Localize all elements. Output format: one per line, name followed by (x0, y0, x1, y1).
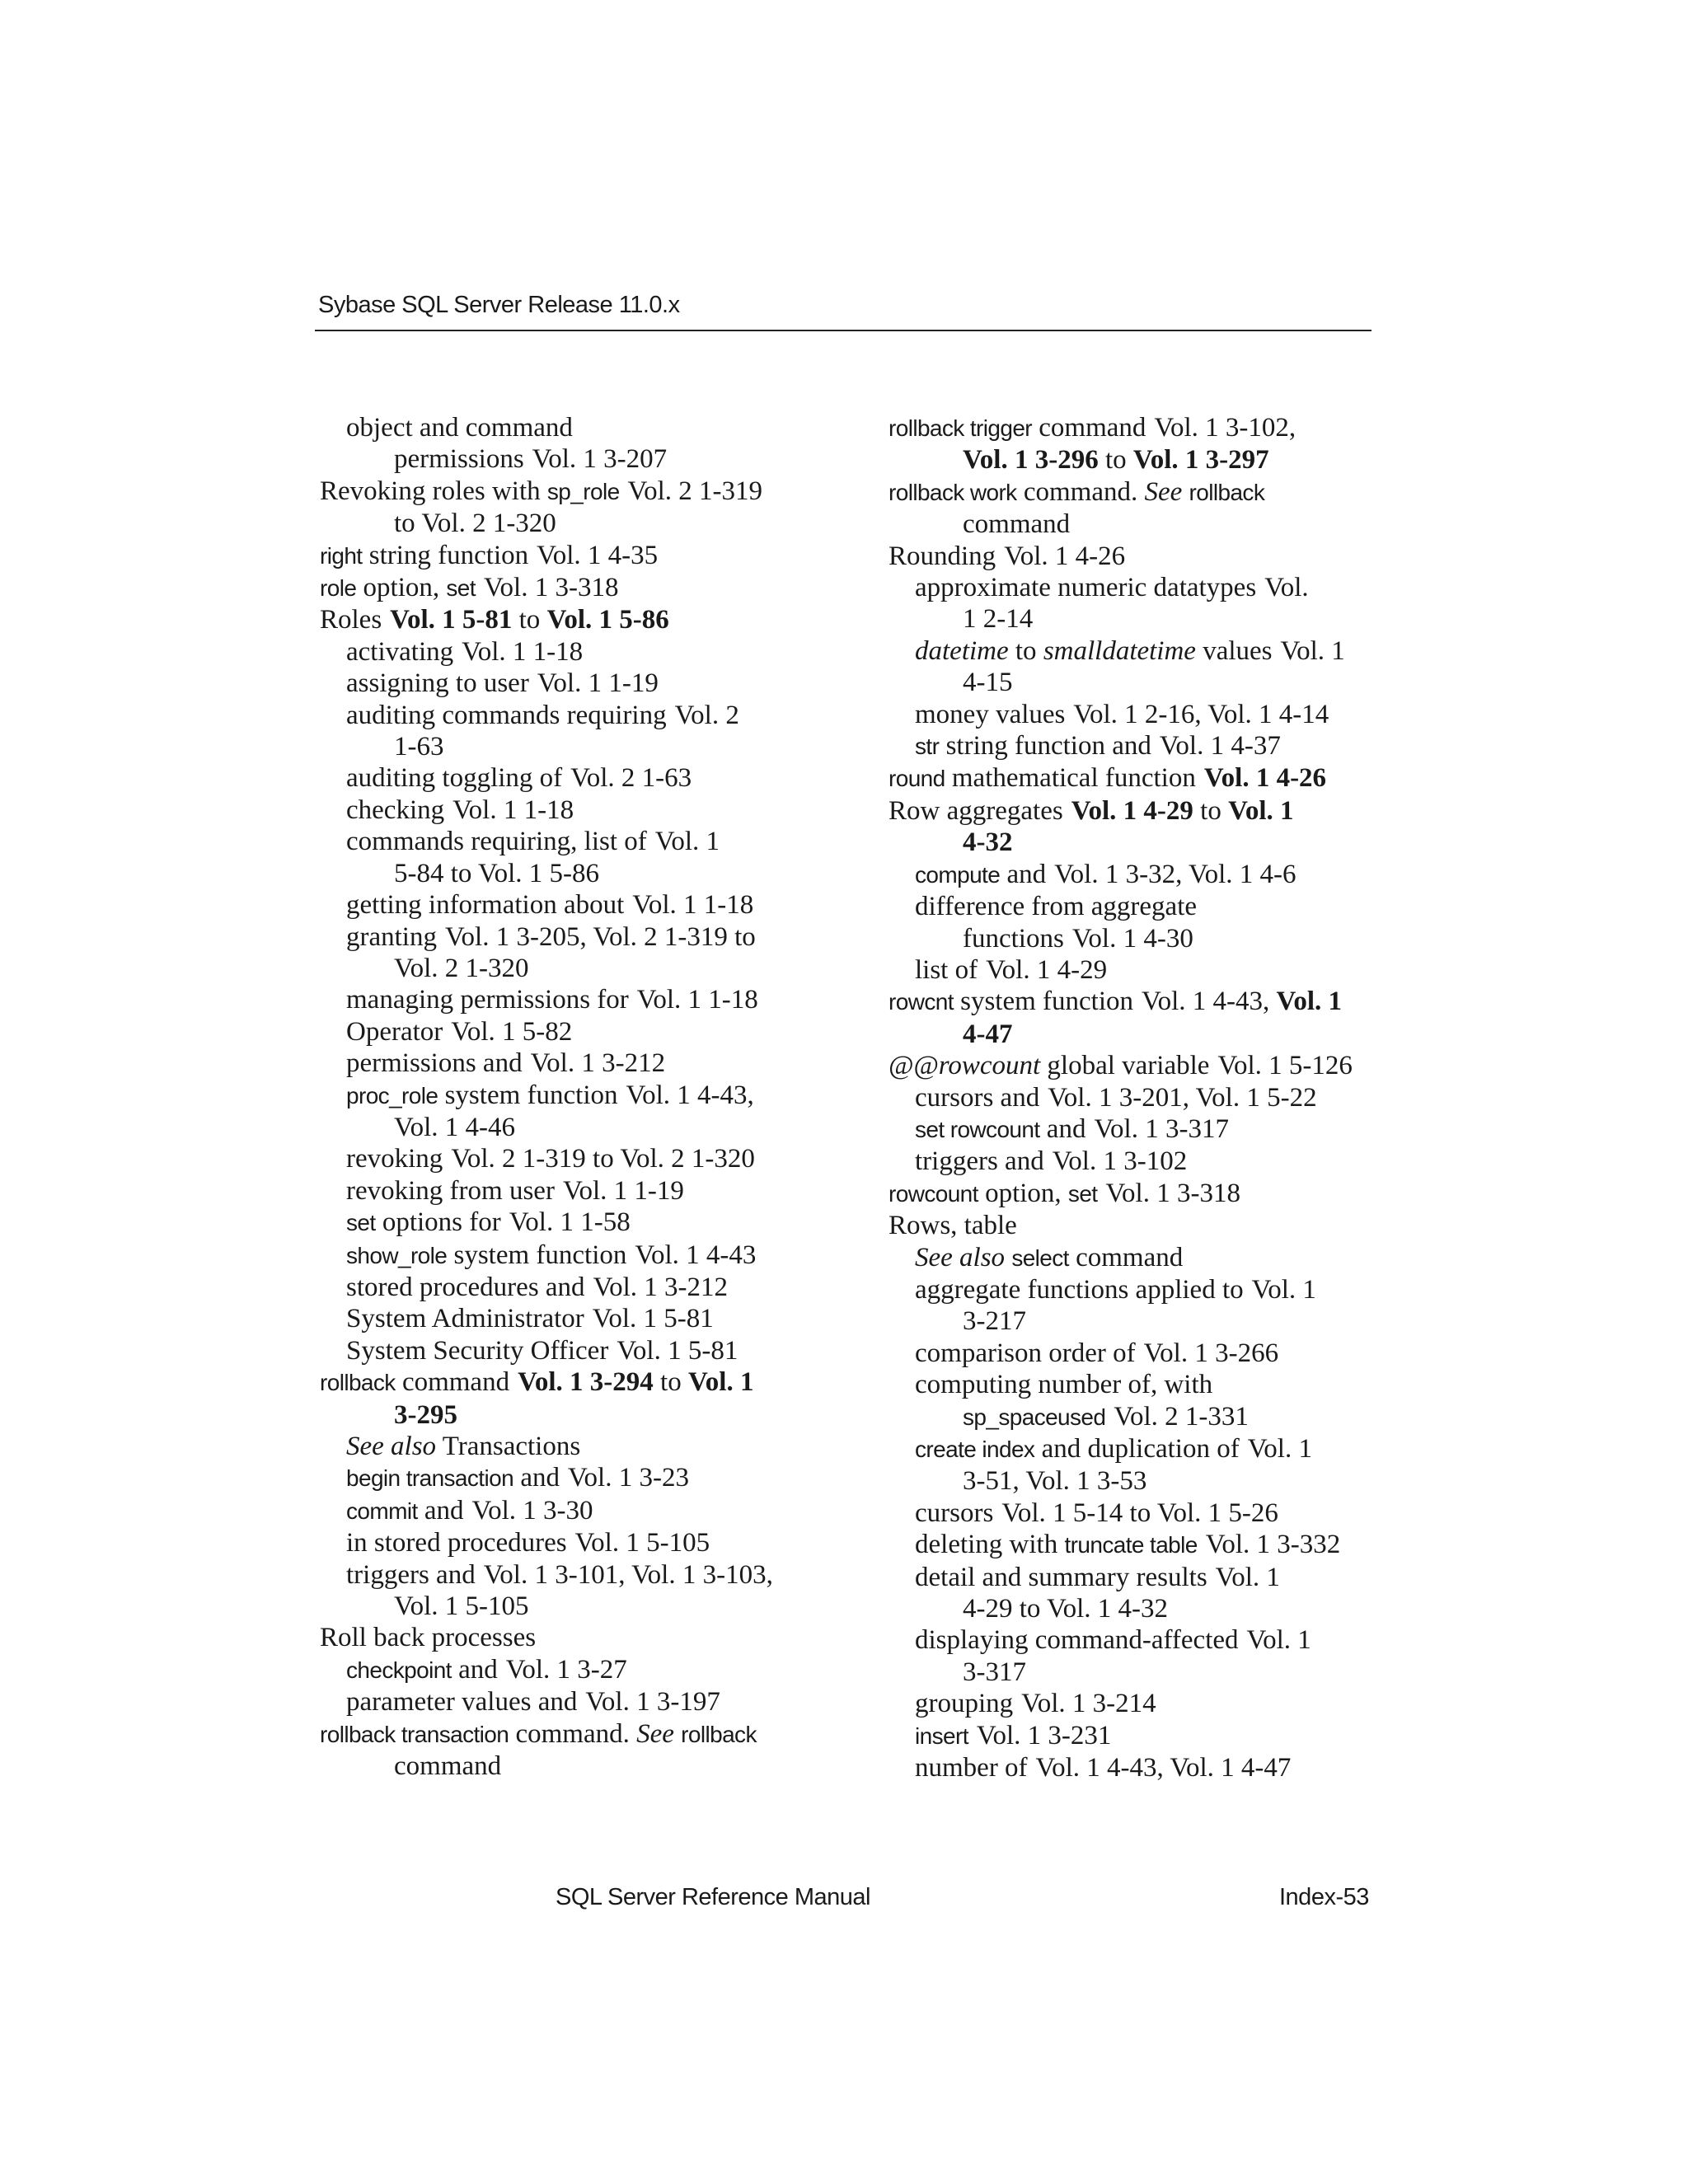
index-text: 3-317 (963, 1657, 1026, 1687)
index-line (889, 795, 1400, 827)
index-text: in stored procedures (346, 1528, 567, 1558)
index-text: Vol. 1 (1215, 1562, 1280, 1592)
index-text: Vol. 1 3-207 (532, 444, 668, 475)
index-text: deleting with (915, 1530, 1065, 1560)
index-line (320, 1622, 831, 1653)
index-text: Vol. 2 1-319 to Vol. 2 1-320 (451, 1144, 755, 1174)
index-line (889, 827, 1400, 858)
index-line (889, 1433, 1400, 1465)
index-text: set (346, 1210, 376, 1236)
index-text: Vol. 1 4-35 (537, 540, 659, 570)
index-text: sp_role (546, 478, 620, 504)
index-text: Vol. 1 4-29 (986, 954, 1108, 985)
footer-manual-title: SQL Server Reference Manual (556, 1884, 870, 1910)
index-text: Vol. 1 5-126 (1217, 1051, 1353, 1081)
index-line (889, 1019, 1400, 1050)
index-text: 3-217 (963, 1306, 1026, 1337)
index-line (889, 1529, 1400, 1561)
index-text: Vol. 1 3-197 (585, 1687, 720, 1718)
index-line (889, 1624, 1400, 1656)
index-text: command. (509, 1718, 637, 1749)
index-text: to (1008, 635, 1043, 666)
index-line (320, 826, 831, 857)
index-text: select (1011, 1244, 1069, 1271)
index-text: Vol. 1 3-101, Vol. 1 3-103, (483, 1559, 773, 1590)
index-text: command (395, 1367, 510, 1398)
index-line (889, 1082, 1400, 1113)
index-text: checkpoint (346, 1657, 452, 1683)
index-line (320, 1016, 831, 1047)
index-text: smalldatetime (1043, 635, 1196, 666)
index-line (320, 668, 831, 699)
index-text: Vol. 1 3-294 (518, 1367, 654, 1398)
index-text: create index (915, 1436, 1035, 1462)
index-text: truncate table (1064, 1532, 1198, 1558)
index-text: Rounding (889, 541, 996, 571)
index-text: comparison order of (915, 1338, 1136, 1368)
index-text: Vol. 1 1-18 (452, 794, 574, 825)
index-text: Vol. 1 3-318 (1105, 1178, 1240, 1208)
index-text: command (394, 1751, 502, 1782)
index-text: Vol. 1 4-46 (394, 1112, 515, 1142)
index-line (320, 1175, 831, 1207)
index-line (889, 1593, 1400, 1624)
index-text: command (1032, 413, 1146, 443)
index-line (320, 1207, 831, 1239)
index-text: Vol. (1264, 573, 1309, 603)
index-line (320, 572, 831, 604)
index-text: set (446, 575, 476, 602)
index-text: Roles (320, 605, 382, 635)
index-text: option, (356, 573, 447, 603)
index-text: system function (953, 987, 1134, 1017)
index-text: Vol. 1 1-19 (562, 1175, 684, 1206)
index-line (889, 509, 1400, 540)
index-line (889, 923, 1400, 954)
index-text: Row aggregates (889, 795, 1063, 826)
index-text: rollback work (889, 479, 1017, 505)
index-text: and (417, 1495, 464, 1526)
index-text: rollback (320, 1370, 396, 1396)
index-text: rollback (1189, 479, 1265, 505)
index-text: See also (915, 1242, 1006, 1272)
index-text: Vol. 1 4-26 (1004, 541, 1126, 571)
index-text: displaying command-affected (915, 1625, 1239, 1656)
index-text: sp_spaceused (963, 1404, 1106, 1430)
index-text: show_role (346, 1242, 448, 1268)
index-text: Vol. 1 (1280, 635, 1345, 666)
index-text: Vol. 1 5-86 (546, 605, 669, 635)
index-line (320, 984, 831, 1015)
index-text: to (512, 605, 547, 635)
index-text: string function (362, 540, 529, 570)
index-text: Vol. 1 5-105 (574, 1528, 710, 1558)
index-text: Vol. 2 (674, 700, 739, 730)
index-text: parameter values and (346, 1687, 578, 1718)
index-line (320, 1240, 831, 1272)
index-text: Vol. 1 4-43, (626, 1080, 754, 1110)
index-line (320, 1303, 831, 1334)
index-text: command (1068, 1242, 1184, 1272)
index-line (889, 891, 1400, 922)
index-text: command. (1016, 476, 1145, 507)
index-text: grouping (915, 1689, 1014, 1719)
index-text: Revoking roles with (320, 476, 547, 506)
index-text: to (653, 1367, 688, 1398)
index-line (889, 1338, 1400, 1369)
index-line (320, 1112, 831, 1143)
index-text: and (451, 1654, 498, 1685)
index-text: Vol. 1 1-18 (636, 985, 758, 1015)
index-text: proc_role (346, 1082, 438, 1108)
index-text (674, 1719, 681, 1749)
index-text: System Administrator (346, 1304, 584, 1334)
index-text: System Security Officer (346, 1335, 609, 1366)
index-text: Vol. 2 1-320 (394, 953, 529, 983)
index-text: Vol. 1 5-14 to Vol. 1 5-26 (1001, 1497, 1278, 1528)
index-line (320, 1272, 831, 1303)
index-line (320, 604, 831, 635)
index-text: Vol. 2 1-319 (627, 476, 763, 506)
header-rule (315, 330, 1372, 331)
index-text: string function and (939, 731, 1151, 762)
index-text: Vol. 1 3-332 (1205, 1530, 1341, 1560)
index-line (889, 1720, 1400, 1752)
index-text: granting (346, 921, 437, 952)
index-text: Vol. 1 3-205, Vol. 2 1-319 to (444, 921, 756, 952)
index-line (320, 794, 831, 826)
index-line (320, 731, 831, 762)
index-line (320, 443, 831, 475)
index-line (320, 921, 831, 953)
index-text: Vol. 1 4-37 (1159, 731, 1281, 762)
index-text: Vol. 1 (654, 827, 720, 857)
index-text: insert (915, 1722, 968, 1749)
index-text: 4-32 (963, 827, 1013, 858)
index-line (889, 1369, 1400, 1400)
index-column-left (320, 412, 831, 1782)
index-line (889, 1178, 1400, 1210)
index-text: revoking (346, 1144, 443, 1174)
index-text: Vol. 1 (1247, 1434, 1312, 1464)
index-line (889, 859, 1400, 891)
index-text: 3-295 (394, 1399, 457, 1430)
index-line (320, 858, 831, 889)
index-line (889, 1146, 1400, 1177)
index-text: 1 2-14 (963, 604, 1034, 635)
index-line (320, 1654, 831, 1686)
index-line (320, 953, 831, 984)
index-text: Vol. 1 (687, 1367, 754, 1398)
index-text: and duplication of (1034, 1434, 1240, 1464)
index-line (889, 412, 1400, 444)
index-text: Vol. 1 5-81 (592, 1304, 714, 1334)
index-line (889, 986, 1400, 1018)
index-text: Vol. 1 3-201, Vol. 1 5-22 (1048, 1082, 1317, 1113)
index-text (1182, 477, 1189, 507)
index-line (320, 1591, 831, 1622)
index-text: Vol. 1 3-296 (963, 445, 1099, 476)
index-text: Vol. 1 4-30 (1071, 923, 1193, 954)
index-line (320, 1399, 831, 1431)
index-line (889, 1688, 1400, 1719)
index-text: Vol. 1 4-29 (1071, 795, 1193, 826)
index-line (320, 1750, 831, 1782)
index-text: computing number of, with (915, 1370, 1213, 1400)
index-text: 5-84 to Vol. 1 5-86 (394, 858, 600, 888)
index-text: Vol. 1 3-317 (1094, 1113, 1229, 1144)
index-text: rollback (681, 1721, 757, 1747)
index-text: Vol. 1 4-43, Vol. 1 4-47 (1035, 1753, 1292, 1783)
index-text: Vol. 1 3-212 (593, 1272, 729, 1302)
index-text: See (636, 1718, 674, 1749)
index-line (320, 700, 831, 731)
index-line (320, 1527, 831, 1558)
index-line (889, 1305, 1400, 1337)
index-line (889, 1050, 1400, 1081)
index-text: Vol. 1 3-266 (1143, 1338, 1279, 1368)
index-text: Vol. 1 3-212 (530, 1048, 666, 1079)
index-text: Vol. 1 3-318 (483, 573, 619, 603)
index-text: 4-15 (963, 668, 1013, 698)
index-line (320, 1047, 831, 1079)
index-text: checking (346, 794, 445, 825)
index-line (889, 1242, 1400, 1274)
index-text: to (1193, 795, 1229, 826)
index-text: rollback transaction (320, 1721, 509, 1747)
index-text: Vol. 1 3-102 (1052, 1146, 1188, 1177)
index-text: triggers and (346, 1559, 476, 1590)
index-text: number of (915, 1753, 1028, 1783)
index-text: permissions and (346, 1048, 523, 1079)
index-line (320, 1080, 831, 1112)
index-text: Vol. 1 (1228, 795, 1294, 826)
index-text: @@rowcount (889, 1051, 1041, 1081)
index-text: Vol. 1 3-27 (505, 1654, 627, 1685)
index-text: compute (915, 861, 1001, 888)
index-text: Vol. 1 3-231 (976, 1720, 1112, 1750)
index-line (889, 1752, 1400, 1783)
index-line (889, 1657, 1400, 1688)
index-text: set rowcount (915, 1116, 1040, 1142)
index-line (320, 1335, 831, 1366)
index-text: 4-29 to Vol. 1 4-32 (963, 1594, 1169, 1624)
index-text: See also (346, 1432, 437, 1461)
index-line (320, 889, 831, 921)
index-line (320, 1559, 831, 1591)
index-text: system function (447, 1240, 627, 1270)
index-text: Vol. 1 1-19 (537, 668, 659, 699)
index-text: revoking from user (346, 1175, 555, 1206)
index-text: 3-51, Vol. 1 3-53 (963, 1466, 1147, 1497)
index-text: aggregate functions applied to (915, 1274, 1244, 1305)
index-text: options for (375, 1207, 501, 1238)
index-text: commit (346, 1497, 418, 1524)
index-text: Roll back processes (320, 1623, 537, 1653)
index-line (889, 1465, 1400, 1497)
index-line (889, 476, 1400, 509)
index-text: Vol. 1 5-82 (451, 1016, 573, 1047)
index-line (320, 540, 831, 572)
index-line (320, 1462, 831, 1494)
index-text: Vol. 1 5-105 (394, 1591, 529, 1622)
index-text: str (915, 733, 940, 760)
index-line (320, 1686, 831, 1718)
footer-page-number: Index-53 (1279, 1884, 1369, 1910)
index-text: and (1039, 1113, 1086, 1144)
index-line (889, 667, 1400, 698)
index-text: Vol. 1 (1276, 987, 1343, 1017)
index-line (320, 476, 831, 508)
index-text: Vol. 1 3-214 (1021, 1689, 1156, 1719)
index-text: rollback trigger (889, 415, 1033, 441)
index-text: right (320, 542, 363, 569)
index-text: getting information about (346, 890, 625, 921)
index-text: managing permissions for (346, 985, 629, 1015)
index-text: and (513, 1463, 560, 1493)
index-text: Vol. 1 4-43, (1142, 987, 1277, 1017)
index-text: functions (963, 923, 1064, 954)
index-line (320, 1143, 831, 1174)
index-line (889, 699, 1400, 730)
index-text: stored procedures and (346, 1272, 585, 1302)
index-text: money values (915, 699, 1066, 729)
index-text: Vol. 1 2-16, Vol. 1 4-14 (1073, 699, 1329, 729)
index-text: Vol. 1 1-18 (632, 890, 754, 921)
index-line (889, 762, 1400, 794)
index-text: Operator (346, 1016, 443, 1047)
index-text: Vol. 1 (1251, 1274, 1316, 1305)
index-text: to Vol. 2 1-320 (394, 509, 556, 539)
index-text: triggers and (915, 1146, 1044, 1177)
index-line (889, 541, 1400, 572)
index-line (320, 1366, 831, 1399)
index-line (320, 1718, 831, 1750)
index-text: object and command (346, 413, 573, 443)
index-text: Vol. 1 1-18 (462, 636, 584, 667)
index-column-right (889, 412, 1400, 1783)
index-text: Vol. 1 3-23 (567, 1463, 689, 1493)
index-text: Vol. 1 4-43 (635, 1240, 757, 1270)
index-line (889, 1274, 1400, 1305)
index-text: rowcount (889, 1180, 978, 1207)
index-text: approximate numeric datatypes (915, 573, 1257, 603)
index-text: 4-47 (963, 1019, 1013, 1049)
index-line (889, 1562, 1400, 1593)
index-text: set (1067, 1180, 1098, 1207)
index-text: Vol. 1 3-30 (471, 1495, 593, 1526)
index-text: system function (438, 1080, 618, 1110)
index-line (320, 508, 831, 539)
index-text: Vol. 1 5-81 (617, 1335, 738, 1366)
index-text: assigning to user (346, 668, 529, 699)
index-text: datetime (915, 635, 1009, 666)
index-text: Vol. 2 1-63 (570, 763, 692, 794)
index-line (889, 444, 1400, 476)
index-text: and (1000, 859, 1047, 889)
index-line (889, 1401, 1400, 1433)
index-line (889, 1497, 1400, 1529)
index-line (320, 1495, 831, 1527)
index-text: activating (346, 636, 454, 667)
index-text: mathematical function (945, 763, 1196, 794)
index-line (320, 762, 831, 794)
index-text: auditing toggling of (346, 763, 563, 794)
index-text: Vol. 2 1-331 (1114, 1401, 1249, 1432)
index-line (889, 603, 1400, 635)
index-text: list of (915, 954, 978, 985)
index-text: Vol. 1 3-297 (1132, 445, 1269, 476)
index-text: Transactions (436, 1432, 581, 1461)
index-text: permissions (394, 444, 524, 475)
index-text: 1-63 (394, 732, 444, 762)
index-line (889, 1210, 1400, 1241)
index-text: command (963, 509, 1071, 540)
index-line (889, 730, 1400, 762)
index-text: values (1195, 635, 1273, 666)
index-text: cursors and (915, 1082, 1040, 1113)
index-text: Vol. 1 5-81 (390, 605, 513, 635)
index-text: cursors (915, 1497, 994, 1528)
index-text: Vol. 1 3-102, (1154, 413, 1296, 443)
index-text: global variable (1040, 1051, 1210, 1081)
index-line (320, 1431, 831, 1462)
index-text: See (1144, 476, 1183, 507)
index-text: difference from aggregate (915, 892, 1198, 922)
index-line (889, 572, 1400, 603)
running-header: Sybase SQL Server Release 11.0.x (318, 292, 680, 318)
index-text: detail and summary results (915, 1562, 1207, 1592)
index-text: commands requiring, list of (346, 827, 647, 857)
index-text: auditing commands requiring (346, 700, 667, 730)
index-text: Vol. 1 1-58 (509, 1207, 631, 1238)
index-text: Vol. 1 3-32, Vol. 1 4-6 (1054, 859, 1296, 889)
index-text: role (320, 575, 357, 602)
index-text: Rows, table (889, 1211, 1017, 1241)
index-line (889, 635, 1400, 667)
index-text: begin transaction (346, 1465, 514, 1492)
index-text: rowcnt (889, 989, 954, 1015)
index-line (320, 412, 831, 443)
index-text: round (889, 766, 945, 792)
index-line (889, 954, 1400, 986)
index-line (320, 636, 831, 668)
index-text: Vol. 1 (1246, 1625, 1311, 1656)
index-text: to (1098, 445, 1133, 476)
index-line (889, 1113, 1400, 1146)
index-text: Vol. 1 4-26 (1203, 763, 1327, 794)
index-text: option, (978, 1178, 1068, 1208)
